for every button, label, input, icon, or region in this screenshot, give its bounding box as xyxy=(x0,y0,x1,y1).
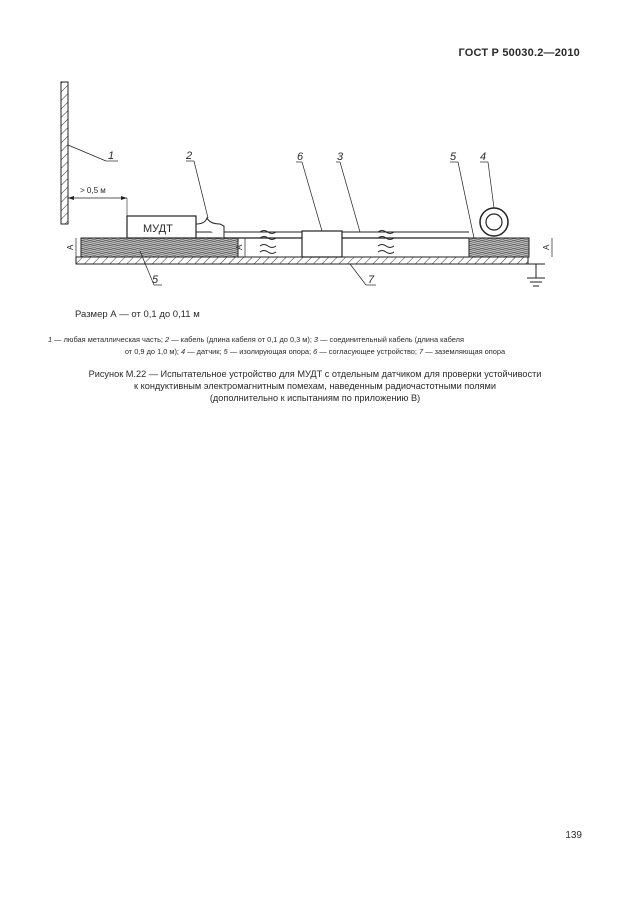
page-number: 139 xyxy=(565,830,582,841)
test-setup-figure xyxy=(0,0,630,300)
callout-2: 2 xyxy=(186,150,193,162)
legend-line-2 xyxy=(48,346,582,358)
legend-text-4: — датчик; xyxy=(185,347,224,356)
caption-line-1: Рисунок M.22 — Испытательное устройство для МУДТ с отдельным датчиком для проверки устойчивости xyxy=(88,369,542,379)
legend-num-3: 3 xyxy=(313,335,319,344)
insulating-support-left xyxy=(81,238,238,257)
insulating-support-right xyxy=(469,238,529,257)
legend-text-1: — любая металлическая часть; xyxy=(52,335,166,344)
callout-1: 1 xyxy=(108,150,115,162)
mudt-label: МУДТ xyxy=(143,223,173,235)
distance-label: > 0,5 м xyxy=(80,186,106,195)
matching-device xyxy=(302,231,342,257)
cable-break-right xyxy=(378,231,394,254)
callout-3: 3 xyxy=(337,151,344,163)
caption-line-3: (дополнительно к испытаниям по приложению В) xyxy=(209,393,421,403)
legend-text-6: — согласующее устройство; xyxy=(317,347,420,356)
legend-num-6: 6 xyxy=(313,347,318,356)
dim-a-left: А xyxy=(66,244,75,250)
dim-a-middle: А xyxy=(235,244,244,250)
figure-legend xyxy=(48,334,582,358)
callout-5-right: 5 xyxy=(450,151,457,163)
legend-text-5: — изолирующая опора; xyxy=(227,347,314,356)
callout-5-left: 5 xyxy=(152,274,159,286)
callout-4: 4 xyxy=(480,151,487,163)
figure-caption xyxy=(48,368,582,404)
metal-part xyxy=(61,82,68,224)
callout-7: 7 xyxy=(368,274,375,286)
legend-num-5: 5 xyxy=(223,347,228,356)
legend-num-4: 4 xyxy=(181,347,186,356)
sensor-inner xyxy=(486,214,502,230)
caption-line-2: к кондуктивным электромагнитным помехам, наведенным радиочастотными полями xyxy=(134,381,496,391)
legend-num-1: 1 xyxy=(48,335,53,344)
callout-6: 6 xyxy=(297,151,304,163)
dim-a-right: А xyxy=(542,244,551,250)
legend-num-2: 2 xyxy=(165,335,170,344)
size-note: Размер А — от 0,1 до 0,11 м xyxy=(75,309,200,320)
cable-break-left xyxy=(260,231,276,254)
legend-text-7: — заземляющая опора xyxy=(423,347,506,356)
legend-text-3: — соединительный кабель (длина кабеля xyxy=(318,335,464,344)
legend-num-7: 7 xyxy=(419,347,424,356)
ground-symbol xyxy=(527,264,545,286)
legend-text-3b: от 0,9 до 1,0 м); xyxy=(124,347,182,356)
legend-text-2: — кабель (длина кабеля от 0,1 до 0,3 м); xyxy=(169,335,314,344)
document-header: ГОСТ Р 50030.2—2010 xyxy=(458,47,580,59)
